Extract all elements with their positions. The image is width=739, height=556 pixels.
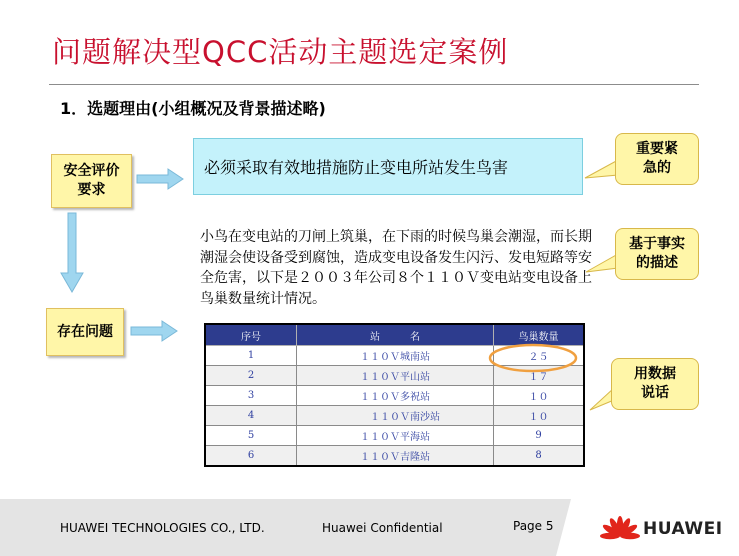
table-row [205, 406, 584, 426]
cell-count: ２５ [494, 346, 585, 366]
footer-company: HUAWEI TECHNOLOGIES CO., LTD. [60, 521, 265, 535]
footer-confidential: Huawei Confidential [322, 521, 443, 535]
cell-station: １１０Ｖ多祝站 [297, 386, 494, 406]
cell-count: １７ [494, 366, 585, 386]
callout-data-text: 用数据说话 [634, 366, 676, 401]
safety-requirement-box [51, 154, 132, 208]
callout-fact-text: 基于事实的描述 [629, 236, 685, 271]
existing-problem-label: 存在问题 [57, 323, 113, 340]
cell-station: １１０Ｖ南沙站 [297, 406, 494, 426]
statement-text: 必须采取有效地措施防止变电所站发生鸟害 [204, 158, 509, 177]
cell-count: １０ [494, 386, 585, 406]
cell-index: 1 [205, 346, 297, 366]
callout-urgent-text: 重要紧急的 [636, 141, 678, 176]
table-row [205, 386, 584, 406]
cell-index: 2 [205, 366, 297, 386]
callout-urgent [615, 133, 699, 185]
cell-station: １１０Ｖ城南站 [297, 346, 494, 366]
highlight-ellipse [486, 341, 580, 375]
cell-index: 6 [205, 446, 297, 467]
arrow-down-icon [61, 213, 83, 292]
cell-index: 4 [205, 406, 297, 426]
safety-requirement-label: 安全评价要求 [63, 163, 120, 198]
callout-data-speaks [611, 358, 699, 410]
description-paragraph: 小鸟在变电站的刀闸上筑巢，在下雨的时候鸟巢会潮湿，而长期潮湿会使设备受到腐蚀，造成变电设备发生闪污、发电短路等安全危害，以下是２００３年公司８个１１０Ｖ变电站变电设备上鸟巢数量统计情况。 [200, 229, 592, 307]
cell-station: １１０Ｖ平山站 [297, 366, 494, 386]
cell-index: 5 [205, 426, 297, 446]
slide-subtitle: 1．选题理由(小组概况及背景描述略) [60, 99, 326, 118]
cell-station: １１０Ｖ平海站 [297, 426, 494, 446]
header-cell-index: 序号 [205, 324, 297, 346]
cell-count: 9 [494, 426, 585, 446]
existing-problem-box [46, 308, 124, 356]
table-row [205, 426, 584, 446]
callout-fact-based [615, 228, 699, 280]
cell-count: １０ [494, 406, 585, 426]
header-cell-count: 鸟巢数量 [494, 324, 585, 346]
arrow-right-icon [137, 169, 183, 189]
footer-page-number: Page 5 [513, 519, 554, 533]
statement-box [193, 138, 583, 195]
cell-index: 3 [205, 386, 297, 406]
arrow-right-icon [131, 321, 177, 341]
cell-count: 8 [494, 446, 585, 467]
header-cell-station: 站 名 [297, 324, 494, 346]
huawei-logo-icon [600, 510, 640, 546]
callout-tail [585, 160, 618, 178]
huawei-wordmark: HUAWEI [643, 519, 723, 539]
cell-station: １１０Ｖ吉隆站 [297, 446, 494, 467]
table-row [205, 446, 584, 467]
slide-title: 问题解决型QCC活动主题选定案例 [52, 35, 509, 69]
